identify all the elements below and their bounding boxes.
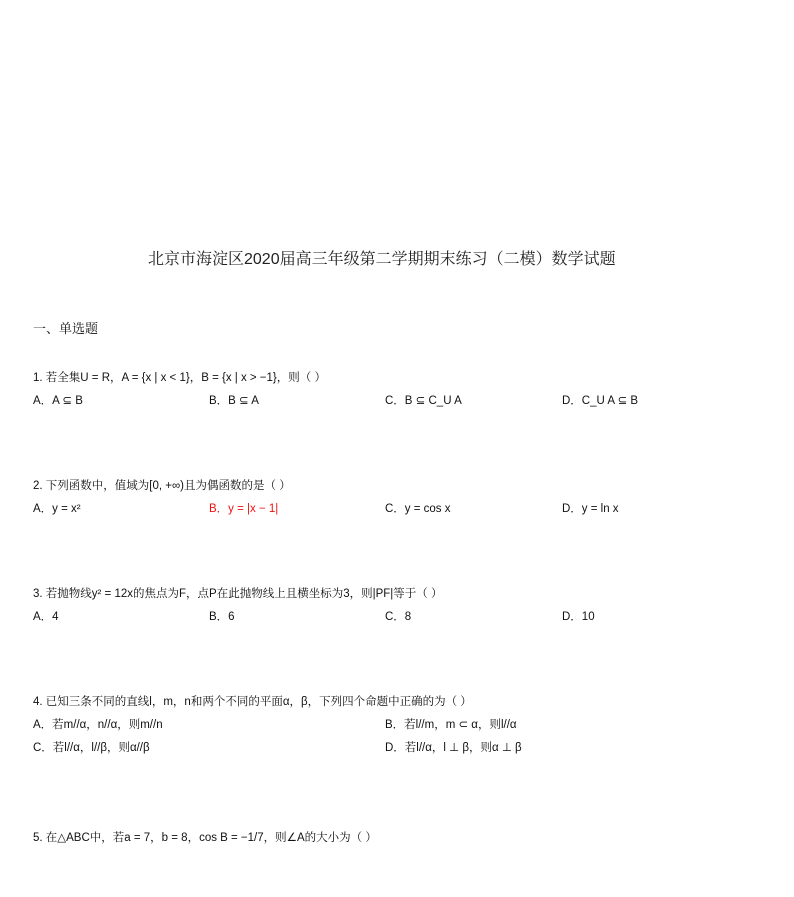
question-4-option-b: B．若l//m，m ⊂ α，则l//α (385, 719, 517, 731)
question-3-option-a: A．4 (33, 611, 59, 623)
question-4-option-a: A．若m//α，n//α，则m//n (33, 719, 163, 731)
question-1-stem: 1. 若全集U = R，A = {x | x < 1}，B = {x | x > −1}，则（ ） (33, 372, 326, 384)
question-2-stem: 2. 下列函数中，值域为[0, +∞)且为偶函数的是（ ） (33, 480, 291, 492)
question-2-option-a: A．y = x² (33, 503, 81, 515)
question-2-option-d: D．y = ln x (562, 503, 619, 515)
question-1-option-b: B．B ⊆ A (209, 395, 259, 407)
question-3-option-d: D．10 (562, 611, 595, 623)
question-1-option-d: D．C_U A ⊆ B (562, 395, 639, 407)
question-2-option-b: B．y = |x − 1| (209, 503, 279, 515)
question-4-stem: 4. 已知三条不同的直线l，m，n和两个不同的平面α，β，下列四个命题中正确的为（ ） (33, 696, 472, 708)
question-4-option-c: C．若l//α，l//β，则α//β (33, 742, 150, 754)
question-3-option-b: B．6 (209, 611, 235, 623)
question-3-option-c: C．8 (385, 611, 412, 623)
question-5-stem: 5. 在△ABC中，若a = 7，b = 8，cos B = −1/7，则∠A的大小为（ ） (33, 832, 377, 844)
question-1-option-a: A．A ⊆ B (33, 395, 83, 407)
question-4-option-d: D．若l//α，l ⊥ β，则α ⊥ β (385, 742, 522, 754)
section-heading: 一、单选题 (33, 321, 99, 336)
page-title: 北京市海淀区2020届高三年级第二学期期末练习（二模）数学试题 (148, 251, 616, 268)
question-2-option-c: C．y = cos x (385, 503, 451, 515)
question-3-stem: 3. 若抛物线y² = 12x的焦点为F，点P在此抛物线上且横坐标为3，则|PF|等于（ ） (33, 588, 443, 600)
question-1-option-c: C．B ⊆ C_U A (385, 395, 462, 407)
